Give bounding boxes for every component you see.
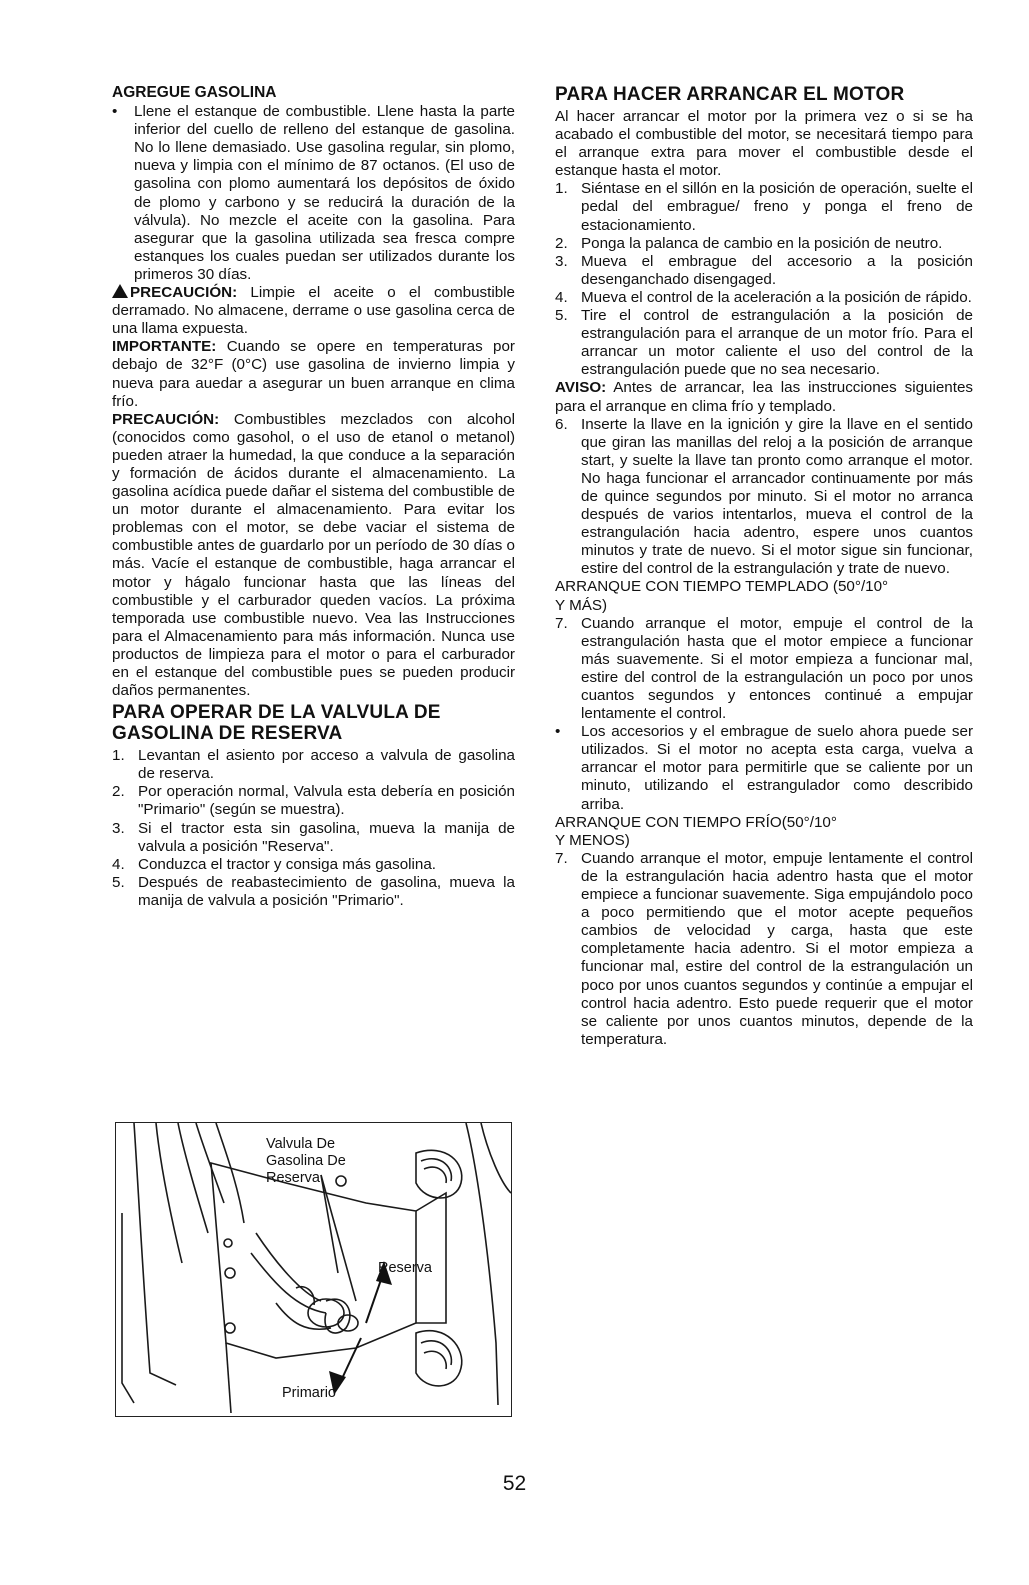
primario-position-label: Primario: [282, 1385, 336, 1401]
importante-paragraph: [112, 338, 515, 410]
arrancar-step-text: Tire el control de estrangulación a la posición de estrangulación para el arranque de un motor frío. Para el arrancar un motor caliente el uso del control de la estrangulación puede que no sea necesario.: [581, 307, 973, 379]
valvula-step-text: Levantan el asiento por acceso a valvula de gasolina de reserva.: [138, 747, 515, 783]
valvula-step: [112, 856, 515, 874]
arrancar-step-number: 5.: [555, 307, 568, 325]
hacer-arrancar-heading: PARA HACER ARRANCAR EL MOTOR: [555, 84, 905, 105]
valvula-step-number: 4.: [112, 855, 125, 873]
valvula-step: [112, 874, 515, 910]
bullet-marker: •: [112, 103, 118, 121]
arrancar-step-number: 2.: [555, 234, 568, 252]
valve-label-line-3: Reserva: [266, 1170, 320, 1186]
frio-heading-line-1: ARRANQUE CON TIEMPO FRÍO(50°/10°: [555, 813, 837, 831]
templado-heading-line-2: Y MÁS): [555, 596, 608, 614]
arrancar-step: [555, 253, 973, 289]
reserve-valve-figure: [115, 1122, 512, 1417]
page-number: 52: [502, 1472, 527, 1495]
valvula-steps-list: [112, 747, 515, 910]
arrancar-step-text: Mueva el embrague del accesorio a la posición desenganchado disengaged.: [581, 252, 973, 288]
step-6-number: 6.: [555, 415, 568, 433]
aviso-text: Antes de arrancar, lea las instrucciones siguientes para el arranque en clima frío y templado.: [555, 379, 973, 415]
arrancar-steps-list: [555, 180, 973, 379]
valve-label-line-1: Valvula De: [266, 1136, 336, 1152]
right-column: [555, 84, 973, 1049]
valvula-step-number: 3.: [112, 819, 125, 837]
accesorios-bullet-text: Los accesorios y el embrague de suelo ahora puede ser utilizados. Si el motor no acepta esta carga, vuelva a arrancar el motor para permitirle que se caliente por un minuto, utilizando el estrangulador como describido arriba.: [581, 723, 973, 813]
valvula-step-text: Conduzca el tractor y consiga más gasolina.: [138, 855, 436, 873]
frame-edge-line: [134, 1123, 176, 1385]
arrancar-step: [555, 307, 973, 379]
valvula-step-text: Si el tractor esta sin gasolina, mueva la manija de valvula a posición "Reserva".: [138, 819, 515, 855]
arrancar-step: [555, 289, 973, 307]
arrancar-step: [555, 180, 973, 234]
step-7-templado-number: 7.: [555, 614, 568, 632]
step-7-frio-item: [555, 850, 973, 1049]
arrancar-step-text: Mueva el control de la aceleración a la posición de rápido.: [581, 288, 972, 306]
importante-text: Cuando se opere en temperaturas por debajo de 32°F (0°C) use gasolina de invierno limpia y nueva para auedar a asegurar un buen arranque en clima frío.: [112, 338, 515, 410]
arrancar-step-text: Siéntase en el sillón en la posición de operación, suelte el pedal del embrague/ freno y ponga el freno de estacionamiento.: [581, 180, 973, 234]
importante-label: IMPORTANTE:: [112, 338, 217, 356]
valvula-step: [112, 783, 515, 819]
aviso-paragraph: [555, 379, 973, 415]
step-7-frio-number: 7.: [555, 849, 568, 867]
left-column: [112, 84, 515, 910]
valvula-reserva-heading: PARA OPERAR DE LA VALVULA DE GASOLINA DE RESERVA: [112, 702, 441, 745]
valvula-step-number: 2.: [112, 783, 125, 801]
step-7-templado-item: [555, 615, 973, 724]
precaucion-1-paragraph: [112, 284, 515, 338]
agregue-bullet-item: [112, 103, 515, 284]
valvula-step-number: 5.: [112, 873, 125, 891]
bullet-marker: •: [555, 723, 561, 741]
aviso-label: AVISO:: [555, 379, 607, 397]
arrancar-step-number: 3.: [555, 252, 568, 270]
templado-heading-line-1: ARRANQUE CON TIEMPO TEMPLADO (50°/10°: [555, 578, 889, 596]
arrancar-intro-paragraph: Al hacer arrancar el motor por la primera vez o si se ha acabado el combustible del motor, se necesitará tiempo para el arranque extra para mover el combustible desde el estanque hasta el motor.: [555, 108, 973, 180]
valvula-step-text: Por operación normal, Valvula esta debería en posición "Primario" (según se muestra).: [138, 783, 515, 819]
arrancar-step-number: 4.: [555, 288, 568, 306]
frio-heading-line-2: Y MENOS): [555, 831, 630, 849]
warning-triangle-icon: [112, 284, 128, 298]
step-7-templado-text: Cuando arranque el motor, empuje el control de la estrangulación hasta que el motor empiece a funcionar más suavemente. Si el motor empieza a funcionar mal, estire del control de la estrangulación un poco por unos cuantos segundos y entonces continué a empujar lentamente el control.: [581, 614, 973, 723]
precaucion-1-text: Limpie el aceite o el combustible derramado. No almacene, derrame o use gasolina cerca de una llama expuesta.: [112, 284, 515, 338]
precaucion-2-text: Combustibles mezclados con alcohol (conocidos como gasohol, o el uso de etanol o metanol) pueden atraer la humedad, la que conduce a la separación y formación de ácidos durante el almacenamiento. La gasolina acídica puede dañar el sistema del combustible de un motor durante el almacenamiento. Para evitar los problemas con el motor, se debe vaciar el sistema de combustible antes de guardarlo por un período de 30 días o más. Vacíe el estanque de combustible, haga arrancar el motor y hágalo funcionar hasta que las líneas del combustible y el carburador queden vacíos. La próxima temporada use combustible nuevo. Vea las Instrucciones para el Almacenamiento para más información. Nunca use productos de limpieza para el motor o para el carburador en el estanque del combustible pues se pueden producir daños permanentes.: [112, 410, 515, 700]
agregue-gasolina-heading: AGREGUE GASOLINA: [112, 84, 277, 101]
valvula-step: [112, 747, 515, 783]
arrancar-step-number: 1.: [555, 180, 568, 198]
valvula-step-text: Después de reabastecimiento de gasolina, mueva la manija de valvula a posición "Primario".: [138, 873, 515, 909]
precaucion-2-label: PRECAUCIÓN:: [112, 410, 220, 428]
step-7-frio-text: Cuando arranque el motor, empuje lentamente el control de la estrangulación hacia adentro hasta que el motor empiece a funcionar suavemente. Siga empujándolo poco a poco permitiendo que el motor acepte pequeños cambios de velocidad y carga, hasta que este completamente hacia adentro. Si el motor empieza a funcionar mal, estire del control de la estrangulación un poco por unos cuantos segundos y continúe a empujar el control hacia adentro. Esto puede requerir que el motor se caliente por unos cuantos minutos, depende de la temperatura.: [581, 849, 973, 1048]
reserva-position-label: Reserva: [378, 1260, 432, 1276]
valvula-step-number: 1.: [112, 747, 125, 765]
step-6-text: Inserte la llave en la ignición y gire la llave en el sentido que giran las manillas del reloj a la posición de arranque start, y suelte la llave tan pronto como arranque el motor. No haga funcionar el arrancador continuamente por más de quince segundos por minuto. Si el motor no arranca después de varios intentarlos, mueva el control de la estrangulación hacia adentro, espere unos cuantos minutos y trate de nuevo. Si el motor sigue sin funcionar, estire del control de la estrangulación y trate de nuevo.: [581, 415, 973, 578]
precaucion-2-paragraph: [112, 411, 515, 701]
step-6-item: [555, 416, 973, 579]
valvula-step: [112, 820, 515, 856]
precaucion-1-label: PRECAUCIÓN:: [130, 284, 238, 302]
accesorios-bullet-item: [555, 723, 973, 813]
arrancar-step: [555, 235, 973, 253]
agregue-bullet-text: Llene el estanque de combustible. Llene hasta la parte inferior del cuello de relleno del estanque de gasolina. No lo llene demasiado. Use gasolina regular, sin plomo, nueva y limpia con el mínimo de 87 octanos. (El uso de gasolina con plomo aumentará los depósitos de óxido de plomo y carbono y se reducirá la duración de la válvula). No mezcle el aceite con la gasolina. Para asegurar que la gasolina utilizada sea fresca compre estanques los cuales puedan ser utilizados durante los primeros 30 días.: [134, 103, 515, 283]
arrancar-step-text: Ponga la palanca de cambio en la posición de neutro.: [581, 234, 943, 252]
valve-label-line-2: Gasolina De: [266, 1153, 346, 1169]
